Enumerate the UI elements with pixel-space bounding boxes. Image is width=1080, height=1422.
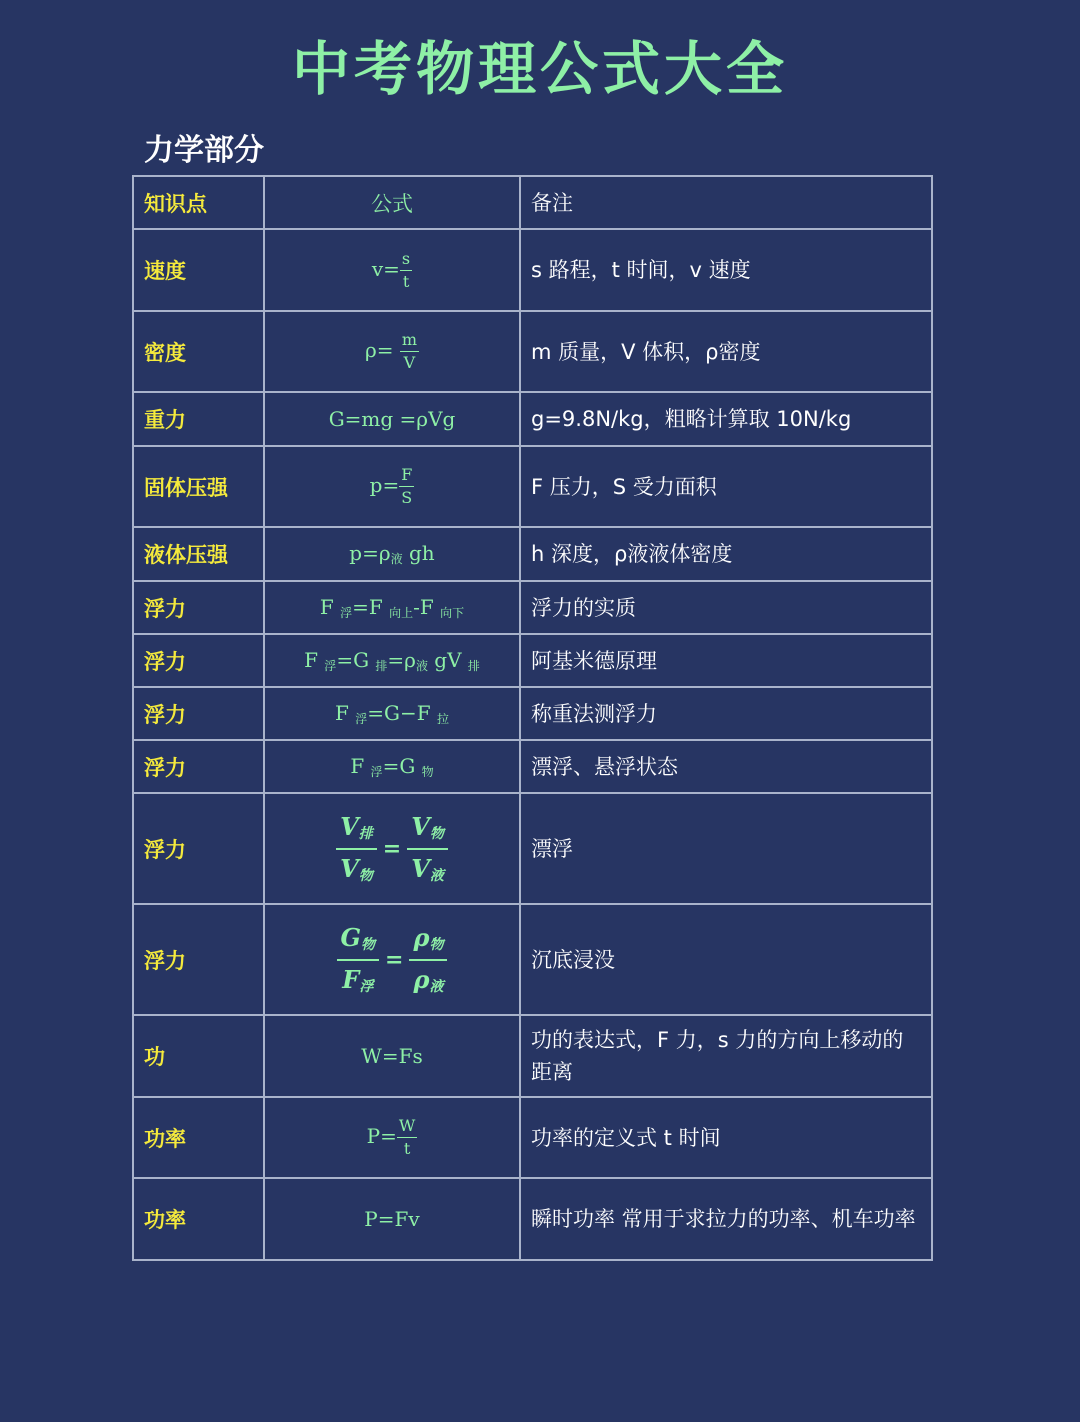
knowledge-point: 速度: [133, 229, 264, 311]
knowledge-point: 功: [133, 1015, 264, 1097]
knowledge-point: 浮力: [133, 793, 264, 904]
formula-lhs: ρ=: [364, 338, 400, 362]
table-row: [133, 311, 932, 392]
formula-part: F: [304, 647, 325, 672]
formula-subscript: 排: [467, 658, 480, 673]
formula: [264, 229, 520, 311]
formula-part: =F: [352, 594, 390, 619]
formula-subscript: 液: [429, 867, 444, 884]
formula-numerator: W: [397, 1118, 417, 1138]
formula: W=Fs: [264, 1015, 520, 1097]
table-row: [133, 1178, 932, 1260]
knowledge-point: 浮力: [133, 634, 264, 687]
table-row: [133, 740, 932, 793]
formula-subscript: 液: [429, 978, 444, 995]
knowledge-point: 浮力: [133, 687, 264, 740]
formula: [264, 687, 520, 740]
formula-subscript: 拉: [436, 711, 449, 726]
table-row: [133, 1097, 932, 1178]
formula-subscript: 浮: [355, 711, 368, 726]
formula: P=Fv: [264, 1178, 520, 1260]
formula: [264, 793, 520, 904]
formula-part: =G: [336, 647, 376, 672]
formula-part: V: [340, 811, 359, 841]
note: 阿基米德原理: [520, 634, 932, 687]
formula-table: [132, 175, 933, 1261]
formula-subscript: 物: [429, 936, 444, 953]
formula-part: F: [335, 700, 356, 725]
note: 功率的定义式 t 时间: [520, 1097, 932, 1178]
note: 浮力的实质: [520, 581, 932, 634]
table-row: [133, 392, 932, 446]
section-heading: 力学部分: [144, 133, 264, 168]
header-knowledge-point: 知识点: [133, 176, 264, 229]
header-note: 备注: [520, 176, 932, 229]
table-row: [133, 634, 932, 687]
table-row: [133, 687, 932, 740]
formula-part: V: [411, 811, 430, 841]
knowledge-point: 重力: [133, 392, 264, 446]
knowledge-point: 浮力: [133, 581, 264, 634]
formula: [264, 527, 520, 581]
formula-subscript: 物: [361, 936, 376, 953]
table-row: [133, 793, 932, 904]
knowledge-point: 浮力: [133, 740, 264, 793]
note: g=9.8N/kg，粗略计算取 10N/kg: [520, 392, 932, 446]
formula-part: gV: [427, 647, 468, 672]
formula-subscript: 排: [358, 825, 373, 842]
table-row: [133, 1015, 932, 1097]
formula: [264, 1097, 520, 1178]
formula-denominator: S: [401, 488, 413, 507]
formula-denominator: t: [402, 271, 410, 291]
formula: [264, 446, 520, 527]
table-row: [133, 446, 932, 527]
note: s 路程，t 时间，v 速度: [520, 229, 932, 311]
formula-part: ρ: [413, 922, 430, 952]
note: 瞬时功率 常用于求拉力的功率、机车功率: [520, 1178, 932, 1260]
formula-part: G: [340, 922, 362, 952]
equals-sign: =: [382, 835, 402, 862]
formula-subscript: 浮: [359, 978, 374, 995]
knowledge-point: 浮力: [133, 904, 264, 1015]
formula-numerator: m: [400, 332, 419, 352]
knowledge-point: 功率: [133, 1097, 264, 1178]
formula-part: -F: [413, 594, 441, 619]
formula-part: =G−F: [367, 700, 437, 725]
formula-part: =G: [382, 753, 422, 778]
formula-lhs: P=: [366, 1124, 397, 1148]
formula-subscript: 物: [421, 764, 434, 779]
formula-subscript: 物: [429, 825, 444, 842]
table-row: [133, 904, 932, 1015]
formula-part: ρ: [413, 964, 430, 994]
formula-part: F: [350, 753, 371, 778]
formula-numerator: s: [400, 251, 412, 271]
formula-subscript: 向下: [440, 605, 465, 620]
formula-part: =ρ: [387, 647, 416, 672]
formula-denominator: V: [403, 353, 416, 372]
formula-part: F: [319, 594, 341, 619]
note: m 质量，V 体积，ρ密度: [520, 311, 932, 392]
formula-subscript: 排: [375, 658, 388, 673]
note: 漂浮、悬浮状态: [520, 740, 932, 793]
knowledge-point: 功率: [133, 1178, 264, 1260]
formula-lhs: v=: [371, 256, 400, 281]
formula-numerator: F: [399, 467, 414, 487]
header-formula: 公式: [264, 176, 520, 229]
formula-subscript: 向上: [389, 605, 414, 620]
table-row: [133, 581, 932, 634]
formula-subscript: 液: [415, 658, 428, 673]
formula: [264, 311, 520, 392]
formula-subscript: 浮: [324, 658, 337, 673]
formula-subscript: 物: [358, 867, 373, 884]
table-row: [133, 229, 932, 311]
formula-lhs: p=: [369, 473, 400, 497]
formula-part: p=ρ: [349, 541, 391, 565]
knowledge-point: 固体压强: [133, 446, 264, 527]
note: 功的表达式，F 力，s 力的方向上移动的距离: [520, 1015, 932, 1097]
formula-part: V: [340, 853, 359, 883]
formula: G=mg =ρVg: [264, 392, 520, 446]
formula: [264, 740, 520, 793]
note: 称重法测浮力: [520, 687, 932, 740]
formula: [264, 581, 520, 634]
formula: [264, 634, 520, 687]
table-row: [133, 527, 932, 581]
knowledge-point: 液体压强: [133, 527, 264, 581]
knowledge-point: 密度: [133, 311, 264, 392]
formula-part: F: [342, 964, 360, 994]
formula-denominator: t: [403, 1139, 411, 1158]
note: F 压力，S 受力面积: [520, 446, 932, 527]
note: h 深度，ρ液液体密度: [520, 527, 932, 581]
formula-subscript: 液: [390, 552, 403, 566]
table-header-row: [133, 176, 932, 229]
formula-part: gh: [402, 541, 435, 565]
formula-subscript: 浮: [340, 605, 353, 620]
page-title: 中考物理公式大全: [291, 35, 788, 103]
formula-part: V: [411, 853, 430, 883]
formula-subscript: 浮: [370, 764, 383, 779]
equals-sign: =: [385, 946, 404, 973]
formula: [264, 904, 520, 1015]
note: 沉底浸没: [520, 904, 932, 1015]
note: 漂浮: [520, 793, 932, 904]
